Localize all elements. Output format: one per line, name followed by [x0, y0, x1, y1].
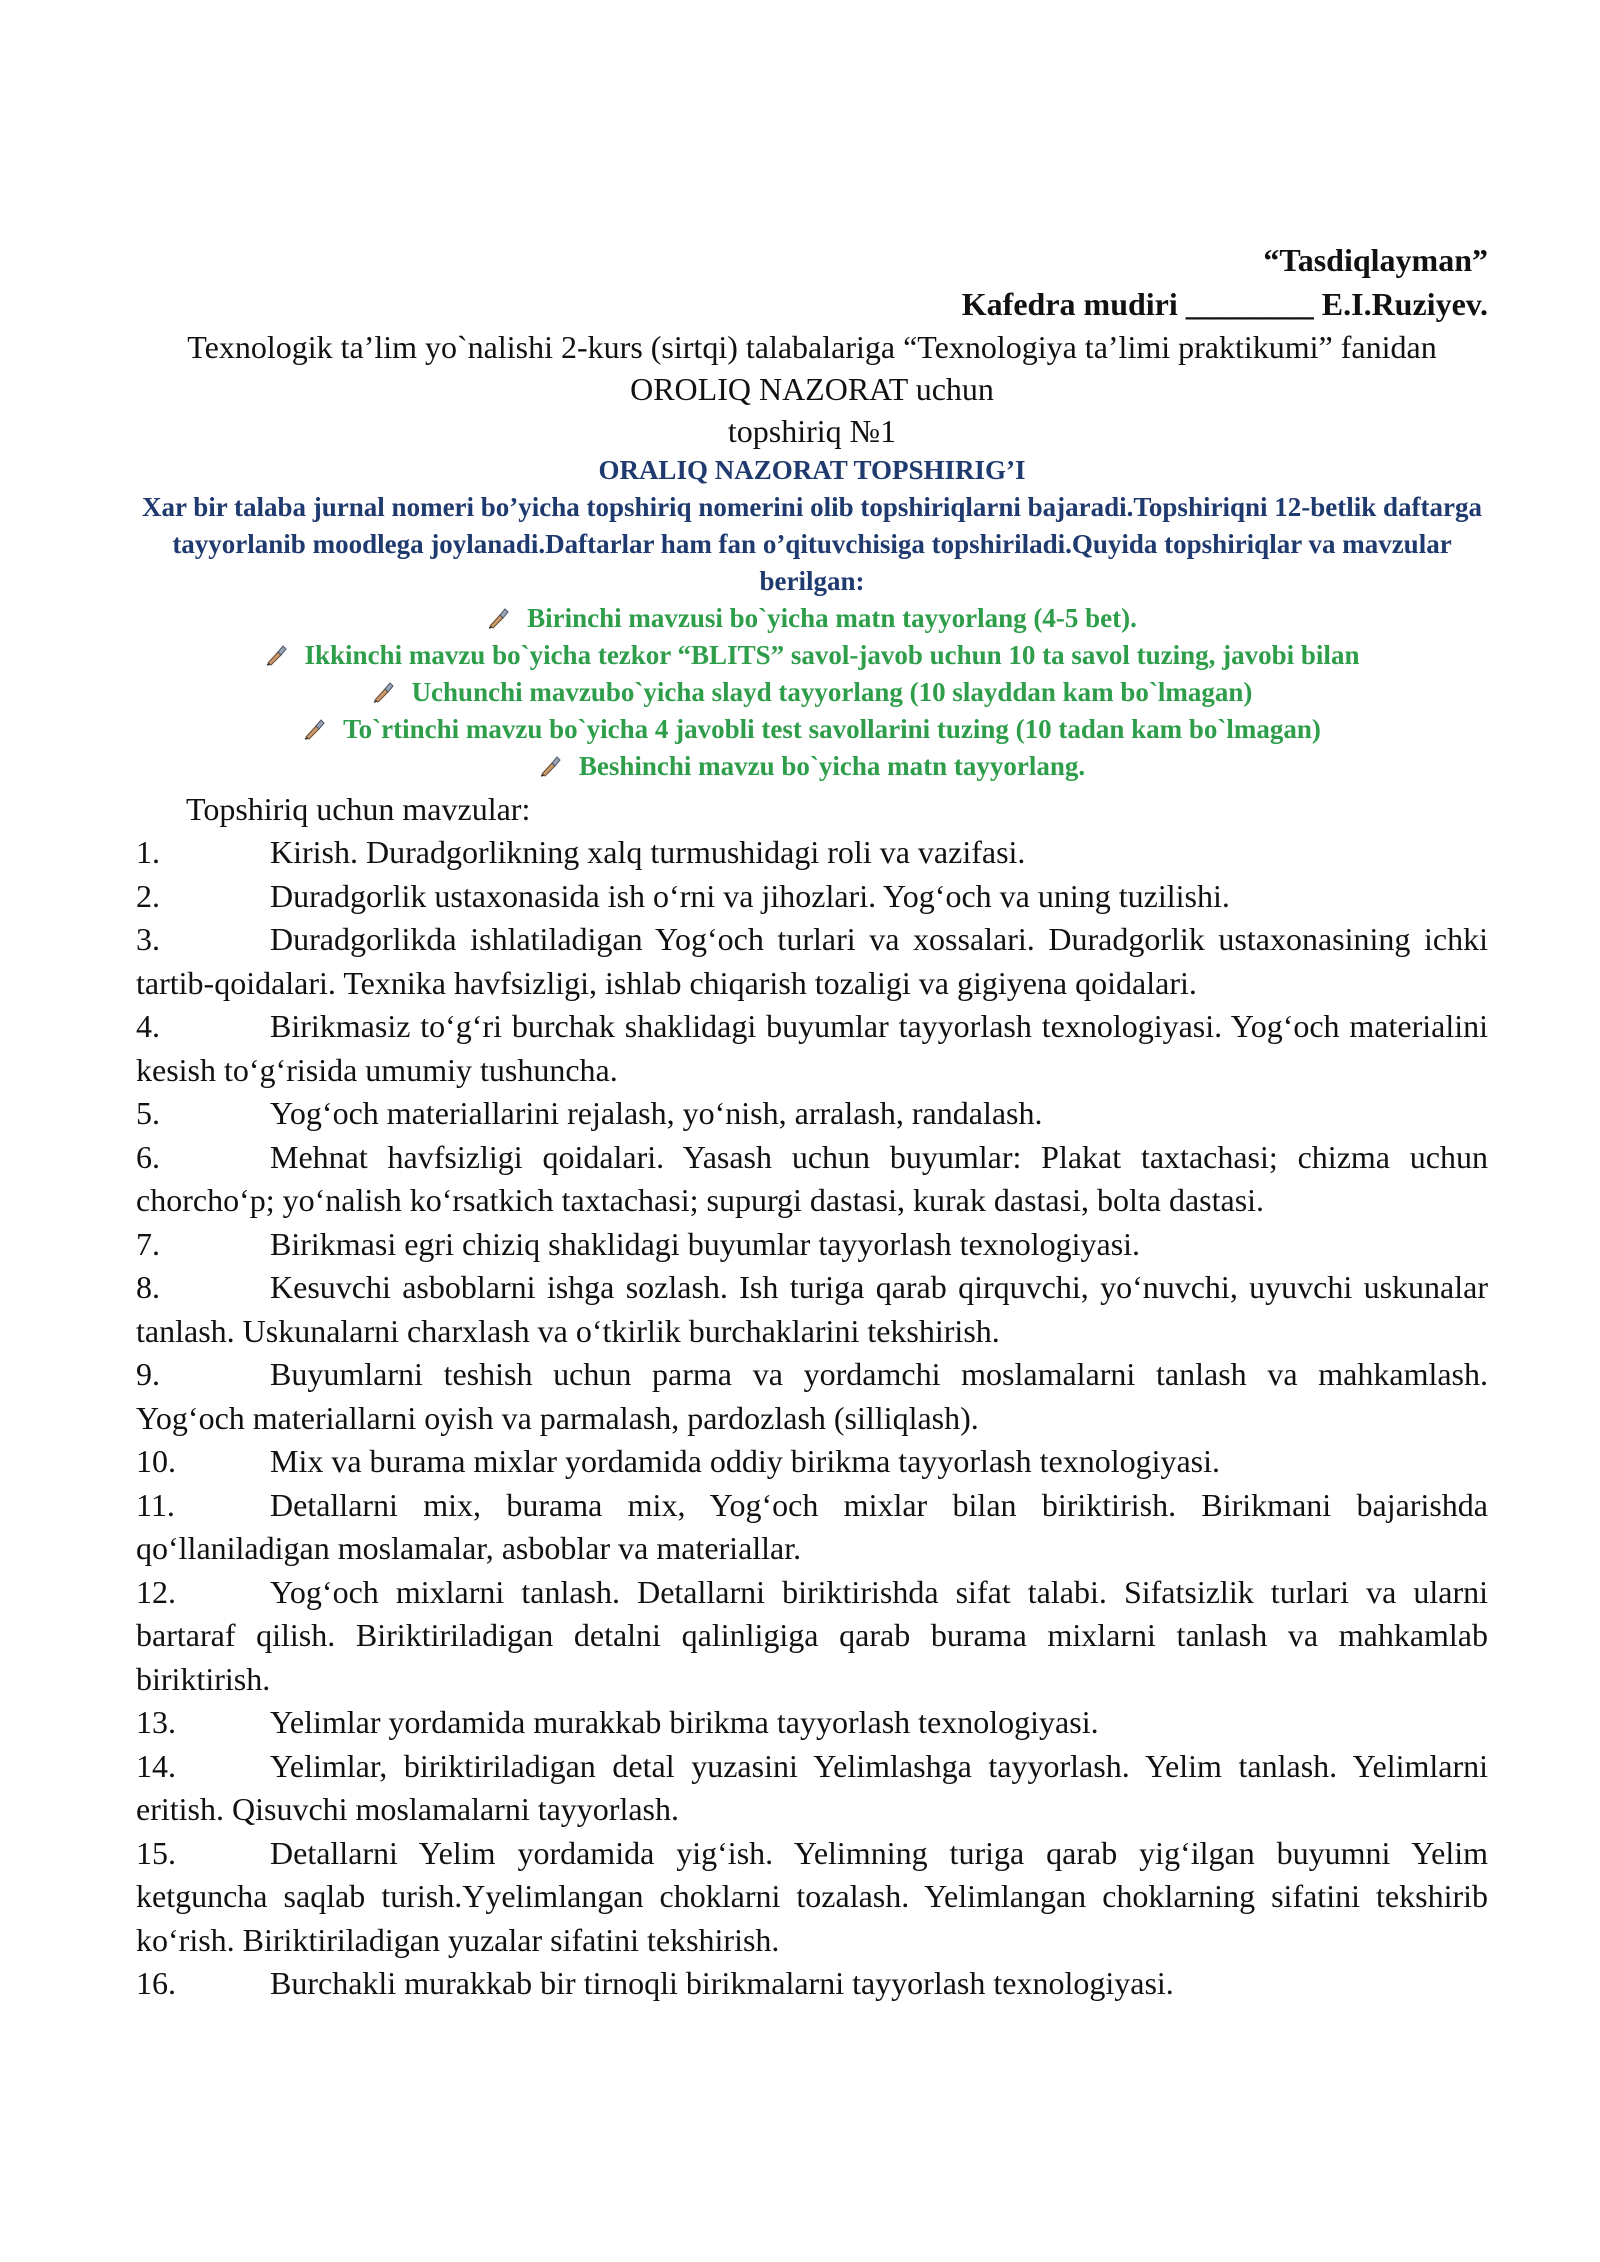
task-list — [136, 600, 1488, 785]
section-description: Xar bir talaba jurnal nomeri bo’yicha topshiriq nomerini olib topshiriqlarni bajaradi.Topshiriqni 12-betlik daftarga tayyorlanib moodlega joylanadi.Daftarlar ham fan o’qituvchisiga topshiriladi.Quyida topshiriqlar va mavzular berilgan: — [142, 492, 1482, 596]
topic-number: 14. — [136, 1747, 176, 1784]
topic-text: Duradgorlik ustaxonasida ish o‘rni va jihozlari. Yog‘och va uning tuzilishi. — [270, 877, 1230, 914]
topic-item — [136, 1440, 1488, 1484]
topic-item — [136, 1745, 1488, 1832]
task-item — [136, 637, 1488, 674]
topic-number: 6. — [136, 1138, 160, 1175]
writing-hand-icon — [265, 643, 289, 667]
topic-item — [136, 1484, 1488, 1571]
topic-item — [136, 1353, 1488, 1440]
topic-text: Yelimlar, biriktiriladigan detal yuzasini Yelimlashga tayyorlash. Yelim tanlash. Yelimlarni eritish. Qisuvchi moslamalarni tayyorlash. — [136, 1747, 1488, 1827]
topic-number: 11. — [136, 1486, 175, 1523]
topic-number: 1. — [136, 834, 160, 870]
topic-item — [136, 1266, 1488, 1353]
task-item — [136, 674, 1488, 711]
writing-hand-icon — [303, 717, 327, 741]
topic-item — [136, 1962, 1488, 2006]
topic-text: Detallarni mix, burama mix, Yog‘och mixlar bilan biriktirish. Birikmani bajarishda qo‘llaniladigan moslamalar, asboblar va materiallar. — [136, 1486, 1488, 1566]
topic-number: 10. — [136, 1443, 176, 1479]
topic-item — [136, 1136, 1488, 1223]
topic-text: Yog‘och mixlarni tanlash. Detallarni biriktirishda sifat talabi. Sifatsizlik turlari va ularni bartaraf qilish. Biriktiriladigan detalni qalinligiga qarab burama mixlarni tanlash va mahkamlab biriktirish. — [136, 1573, 1488, 1697]
section-heading: ORALIQ NAZORAT TOPSHIRIG’I — [598, 455, 1026, 485]
topic-text: Birikmasi egri chiziq shaklidagi buyumlar tayyorlash texnologiyasi. — [270, 1225, 1141, 1262]
topic-item — [136, 1092, 1488, 1136]
topic-number: 2. — [136, 877, 160, 914]
topics-title: Topshiriq uchun mavzular: — [186, 791, 531, 827]
topic-text: Mix va burama mixlar yordamida oddiy birikma tayyorlash texnologiyasi. — [270, 1443, 1221, 1479]
approval-signer: Kafedra mudiri ________ E.I.Ruziyev. — [961, 286, 1488, 322]
topic-text: Duradgorlikda ishlatiladigan Yog‘och turlari va xossalari. Duradgorlik ustaxonasining ichki tartib-qoidalari. Texnika havfsizligi, ishlab chiqarish tozaligi va gigiyena qoidalari. — [136, 921, 1488, 1001]
task-text: Ikkinchi mavzu bo`yicha tezkor “BLITS” savol-javob uchun 10 ta savol tuzing, javobi bilan — [304, 640, 1360, 670]
topic-number: 4. — [136, 1008, 160, 1044]
topic-text: Detallarni Yelim yordamida yig‘ish. Yelimning turiga qarab yig‘ilgan buyumni Yelim ketguncha saqlab turish.Yyelimlangan choklarni tozalash. Yelimlangan choklarning sifatini tekshirib ko‘rish. Biriktiriladigan yuzalar sifatini tekshirish. — [136, 1834, 1488, 1958]
task-text: Uchunchi mavzubo`yicha slayd tayyorlang (10 slayddan kam bo`lmagan) — [411, 677, 1253, 707]
topic-item — [136, 1701, 1488, 1745]
task-item — [136, 748, 1488, 785]
topic-number: 16. — [136, 1965, 176, 2001]
topic-text: Kirish. Duradgorlikning xalq turmushidagi roli va vazifasi. — [270, 834, 1026, 870]
task-item — [136, 711, 1488, 748]
topic-number: 13. — [136, 1704, 176, 1740]
topic-text: Mehnat havfsizligi qoidalari. Yasash uchun buyumlar: Plakat taxtachasi; chizma uchun chorcho‘p; yo‘nalish ko‘rsatkich taxtachasi; supurgi dastasi, kurak dastasi, bolta dastasi. — [136, 1138, 1488, 1218]
topic-item — [136, 1571, 1488, 1702]
approval-title: “Tasdiqlayman” — [1263, 242, 1488, 278]
task-item — [136, 600, 1488, 637]
topic-number: 7. — [136, 1225, 160, 1262]
topic-item — [136, 1005, 1488, 1092]
topic-text: Birikmasiz to‘g‘ri burchak shaklidagi buyumlar tayyorlash texnologiyasi. Yog‘och materialini kesish to‘g‘risida umumiy tushuncha. — [136, 1008, 1488, 1088]
intro-text: Texnologik ta’lim yo`nalishi 2-kurs (sirtqi) talabalariga “Texnologiya ta’limi praktikumi” fanidan OROLIQ NAZORAT uchun — [187, 329, 1437, 407]
topics-list — [136, 831, 1488, 2006]
topic-number: 9. — [136, 1356, 160, 1392]
task-text: To`rtinchi mavzu bo`yicha 4 javobli test savollarini tuzing (10 tadan kam bo`lmagan) — [343, 714, 1321, 744]
topic-number: 3. — [136, 921, 160, 957]
task-text: Beshinchi mavzu bo`yicha matn tayyorlang. — [578, 751, 1086, 781]
writing-hand-icon — [372, 680, 396, 704]
topic-text: Buyumlarni teshish uchun parma va yordamchi moslamalarni tanlash va mahkamlash. Yog‘och materiallarni oyish va parmalash, pardozlash (silliqlash). — [136, 1356, 1488, 1436]
topic-text: Yog‘och materiallarini rejalash, yo‘nish, arralash, randalash. — [270, 1095, 1043, 1131]
topic-item — [136, 918, 1488, 1005]
writing-hand-icon — [487, 606, 511, 630]
topic-number: 5. — [136, 1095, 160, 1131]
topic-number: 12. — [136, 1573, 176, 1610]
task-number: topshiriq №1 — [727, 413, 897, 449]
topic-item — [136, 831, 1488, 875]
topic-item — [136, 875, 1488, 919]
writing-hand-icon — [539, 754, 563, 778]
topic-number: 8. — [136, 1269, 160, 1305]
task-text: Birinchi mavzusi bo`yicha matn tayyorlang (4-5 bet). — [527, 603, 1137, 633]
document-page — [136, 238, 1488, 2006]
topic-text: Yelimlar yordamida murakkab birikma tayyorlash texnologiyasi. — [270, 1704, 1099, 1740]
topic-text: Kesuvchi asboblarni ishga sozlash. Ish turiga qarab qirquvchi, yo‘nuvchi, uyuvchi uskunalar tanlash. Uskunalarni charxlash va o‘tkirlik burchaklarini tekshirish. — [136, 1269, 1488, 1349]
topic-text: Burchakli murakkab bir tirnoqli birikmalarni tayyorlash texnologiyasi. — [270, 1965, 1174, 2001]
topic-item — [136, 1832, 1488, 1963]
topic-number: 15. — [136, 1834, 176, 1871]
topic-item — [136, 1223, 1488, 1267]
